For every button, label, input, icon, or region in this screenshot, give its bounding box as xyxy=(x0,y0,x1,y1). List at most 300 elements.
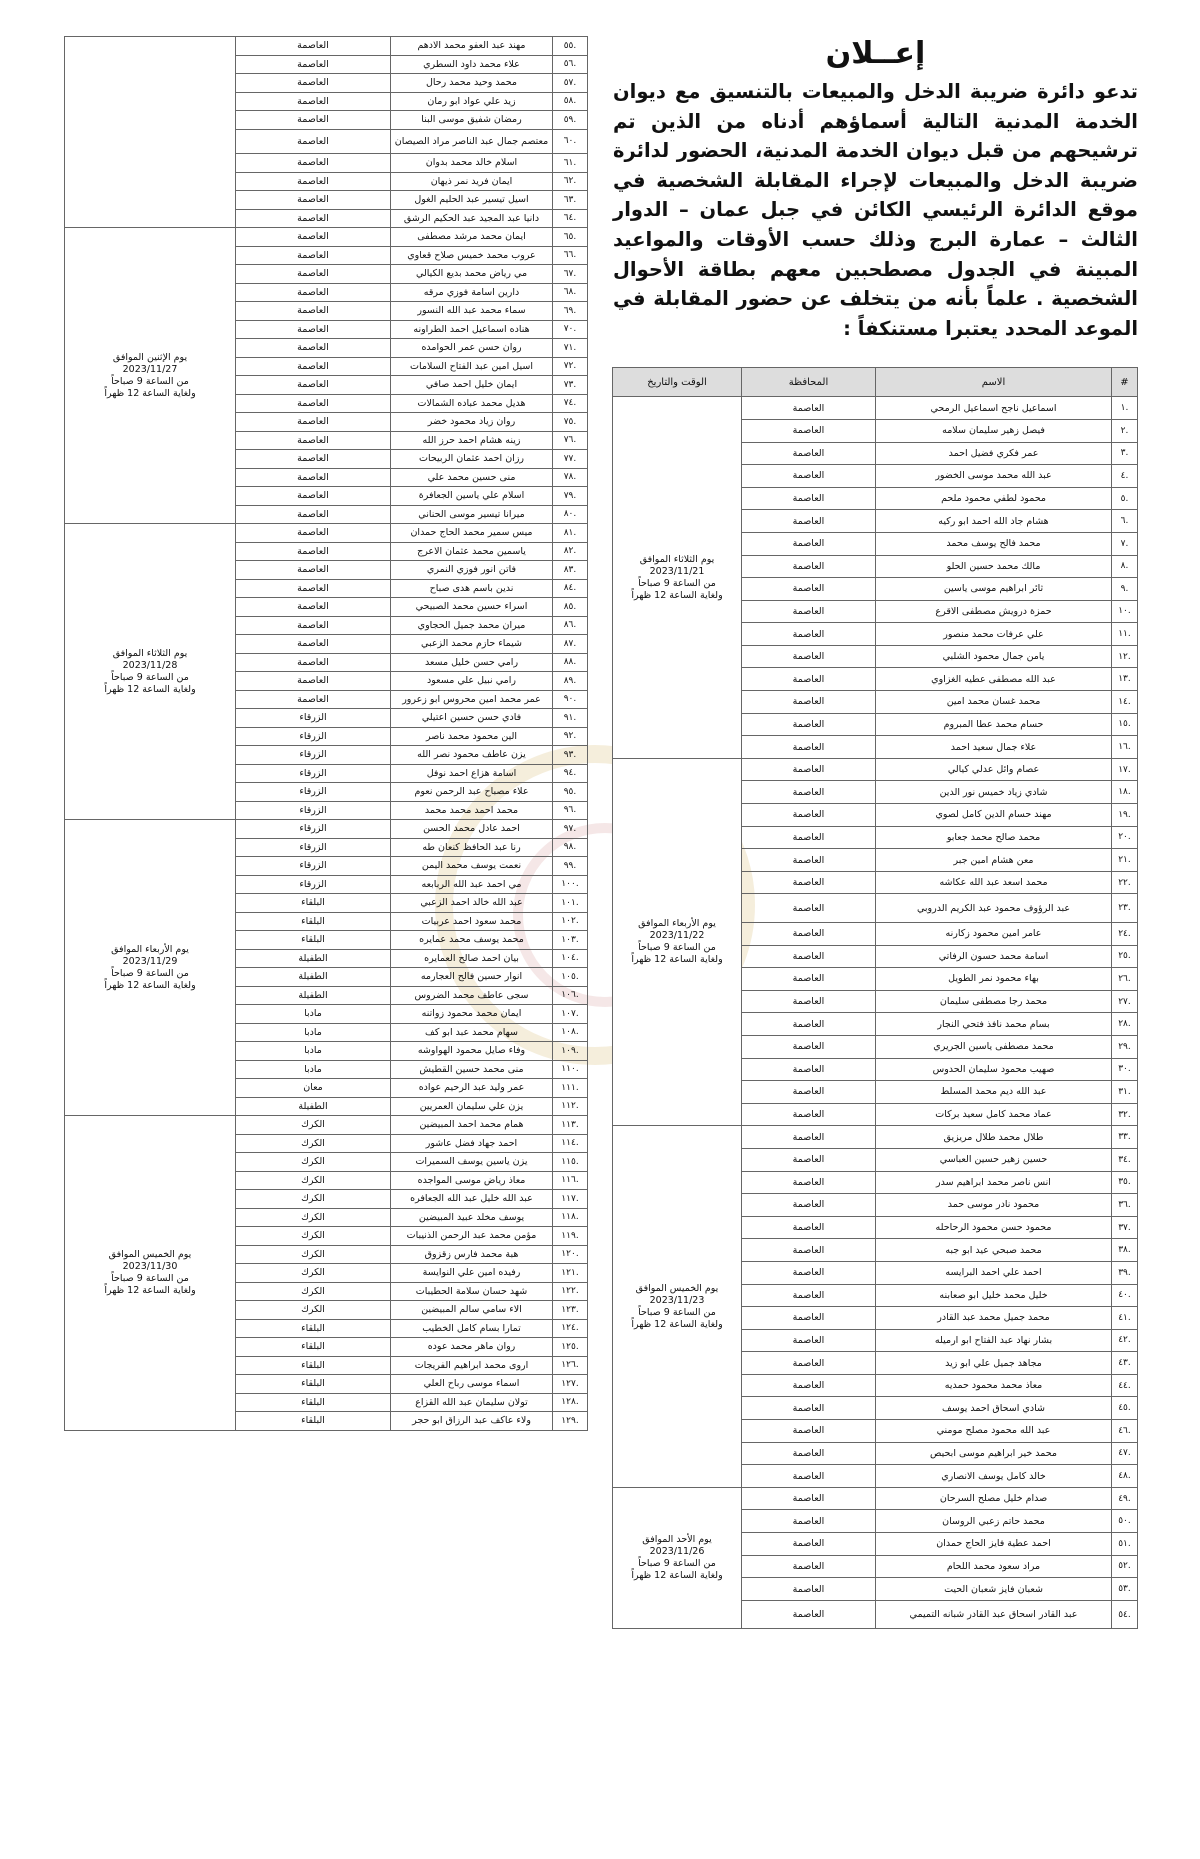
candidate-name: فيصل زهير سليمان سلامه xyxy=(876,419,1112,442)
row-number: ٥٢. xyxy=(1112,1555,1138,1578)
governorate: العاصمة xyxy=(236,55,391,74)
governorate: العاصمة xyxy=(236,92,391,111)
governorate: الكرك xyxy=(236,1245,391,1264)
interview-datetime xyxy=(613,1487,742,1629)
candidate-name: دارين اسامة فوزي مرقه xyxy=(391,283,553,302)
interview-datetime xyxy=(613,397,742,759)
governorate: العاصمة xyxy=(742,532,876,555)
candidate-name: يزن عاطف محمود نصر الله xyxy=(391,746,553,765)
row-number: ١٢٦. xyxy=(553,1356,588,1375)
row-number: ١٠٨. xyxy=(553,1023,588,1042)
candidate-name: صدام خليل مصلح السرحان xyxy=(876,1487,1112,1510)
interview-datetime xyxy=(65,524,236,820)
candidate-name: ميس سمير محمد الحاج حمدان xyxy=(391,524,553,543)
governorate: العاصمة xyxy=(236,542,391,561)
candidate-name: عصام وائل عدلي كيالي xyxy=(876,758,1112,781)
governorate: العاصمة xyxy=(742,849,876,872)
governorate: العاصمة xyxy=(742,1126,876,1149)
candidate-name: زينه هشام احمد حرز الله xyxy=(391,431,553,450)
row-number: ١٢٨. xyxy=(553,1393,588,1412)
governorate: الكرك xyxy=(236,1171,391,1190)
governorate: العاصمة xyxy=(742,578,876,601)
governorate: الطفيلة xyxy=(236,968,391,987)
datetime-line: يوم الثلاثاء الموافق xyxy=(639,553,715,565)
governorate: الطفيلة xyxy=(236,949,391,968)
candidates-table-left xyxy=(64,36,588,1431)
governorate: العاصمة xyxy=(236,487,391,506)
candidate-name: انس ناصر محمد ابراهيم سدر xyxy=(876,1171,1112,1194)
candidate-name: عبد الله مصطفى عطيه الغزاوي xyxy=(876,668,1112,691)
governorate: العاصمة xyxy=(742,1352,876,1375)
governorate: العاصمة xyxy=(236,579,391,598)
row-number: ٦. xyxy=(1112,510,1138,533)
datetime-line: يوم الخميس الموافق xyxy=(108,1248,192,1260)
row-number: ١٢. xyxy=(1112,645,1138,668)
candidate-name: عماد محمد كامل سعيد بركات xyxy=(876,1103,1112,1126)
governorate: العاصمة xyxy=(236,320,391,339)
interview-datetime xyxy=(65,37,236,228)
table-row xyxy=(613,758,1138,781)
candidate-name: اسماعيل ناجح اسماعيل الرمحي xyxy=(876,397,1112,420)
governorate: البلقاء xyxy=(236,894,391,913)
row-number: ١٠٦. xyxy=(553,986,588,1005)
row-number: ٤٤. xyxy=(1112,1374,1138,1397)
candidate-name: محمود نادر موسى حمد xyxy=(876,1194,1112,1217)
row-number: ٨٤. xyxy=(553,579,588,598)
row-number: ٩٤. xyxy=(553,764,588,783)
candidate-name: عامر امين محمود زكارنه xyxy=(876,923,1112,946)
governorate: العاصمة xyxy=(742,894,876,923)
governorate: العاصمة xyxy=(742,871,876,894)
candidate-name: علي عرفات محمد منصور xyxy=(876,623,1112,646)
candidate-name: يزن علي سليمان العمريين xyxy=(391,1097,553,1116)
candidate-name: هبة محمد فارس زقزوق xyxy=(391,1245,553,1264)
candidate-name: نعمت يوسف محمد اليمن xyxy=(391,857,553,876)
candidate-name: محمد حاتم زعبي الروسان xyxy=(876,1510,1112,1533)
interview-datetime xyxy=(65,228,236,524)
candidate-name: وفاء صايل محمود الهواوشه xyxy=(391,1042,553,1061)
datetime-line: يوم الثلاثاء الموافق xyxy=(112,647,188,659)
governorate: العاصمة xyxy=(236,561,391,580)
row-number: ١١. xyxy=(1112,623,1138,646)
row-number: ٧٠. xyxy=(553,320,588,339)
row-number: ٦٨. xyxy=(553,283,588,302)
candidate-name: همام محمد احمد المبيضين xyxy=(391,1116,553,1135)
governorate: العاصمة xyxy=(742,1307,876,1330)
datetime-line: من الساعة 9 صباحاً xyxy=(111,1272,189,1284)
table-row xyxy=(65,820,588,839)
candidate-name: محمد صبحي عيد ابو جبه xyxy=(876,1239,1112,1262)
governorate: العاصمة xyxy=(236,413,391,432)
row-number: ٢٢. xyxy=(1112,871,1138,894)
candidate-name: مي رياض محمد بديع الكيالي xyxy=(391,265,553,284)
governorate: العاصمة xyxy=(236,635,391,654)
candidate-name: عبد الله محمد موسى الخضور xyxy=(876,465,1112,488)
governorate: العاصمة xyxy=(742,990,876,1013)
row-number: ٥٩. xyxy=(553,111,588,130)
candidate-name: ايمان محمد محمود زواتنه xyxy=(391,1005,553,1024)
datetime-line: من الساعة 9 صباحاً xyxy=(638,577,716,589)
row-number: ٢٩. xyxy=(1112,1035,1138,1058)
row-number: ٧٦. xyxy=(553,431,588,450)
candidate-name: سهام محمد عبد ابو كف xyxy=(391,1023,553,1042)
candidate-name: طلال محمد طلال مريزيق xyxy=(876,1126,1112,1149)
row-number: ١١٠. xyxy=(553,1060,588,1079)
row-number: ٦٢. xyxy=(553,172,588,191)
governorate: العاصمة xyxy=(742,397,876,420)
row-number: ٢٨. xyxy=(1112,1013,1138,1036)
governorate: العاصمة xyxy=(742,1261,876,1284)
governorate: العاصمة xyxy=(742,1239,876,1262)
governorate: الكرك xyxy=(236,1264,391,1283)
governorate: العاصمة xyxy=(742,1284,876,1307)
governorate: العاصمة xyxy=(742,419,876,442)
candidate-name: محمد فالح يوسف محمد xyxy=(876,532,1112,555)
row-number: ١١٢. xyxy=(553,1097,588,1116)
datetime-line: من الساعة 9 صباحاً xyxy=(638,1558,716,1570)
candidate-name: حمزة درويش مصطفى الاقرع xyxy=(876,600,1112,623)
row-number: ١٠٥. xyxy=(553,968,588,987)
header-name: الاسم xyxy=(876,368,1112,397)
row-number: ٣٧. xyxy=(1112,1216,1138,1239)
row-number: ٨٦. xyxy=(553,616,588,635)
governorate: الزرقاء xyxy=(236,875,391,894)
row-number: ٧٨. xyxy=(553,468,588,487)
candidate-name: شعبان فايز شعبان الحيت xyxy=(876,1578,1112,1601)
row-number: ١٠١. xyxy=(553,894,588,913)
governorate: العاصمة xyxy=(742,1578,876,1601)
row-number: ١٢٢. xyxy=(553,1282,588,1301)
row-number: ٣. xyxy=(1112,442,1138,465)
candidate-name: يامن جمال محمود الشلبي xyxy=(876,645,1112,668)
governorate: العاصمة xyxy=(742,1171,876,1194)
row-number: ٧٢. xyxy=(553,357,588,376)
row-number: ٩٩. xyxy=(553,857,588,876)
row-number: ١١٦. xyxy=(553,1171,588,1190)
candidate-name: بسام محمد نافذ فتحي النجار xyxy=(876,1013,1112,1036)
row-number: ٣٨. xyxy=(1112,1239,1138,1262)
candidate-name: ثائر ابراهيم موسى ياسين xyxy=(876,578,1112,601)
governorate: العاصمة xyxy=(742,1329,876,1352)
row-number: ١٠٧. xyxy=(553,1005,588,1024)
candidate-name: سماء محمد عبد الله النسور xyxy=(391,302,553,321)
row-number: ٤٥. xyxy=(1112,1397,1138,1420)
header-num: # xyxy=(1112,368,1138,397)
candidate-name: محمود لطفي محمود ملحم xyxy=(876,487,1112,510)
candidate-name: مؤمن محمد عبد الرحمن الذنيبات xyxy=(391,1227,553,1246)
governorate: العاصمة xyxy=(236,524,391,543)
candidate-name: علاء محمد داود السطري xyxy=(391,55,553,74)
candidate-name: اسامة هزاع احمد نوفل xyxy=(391,764,553,783)
table-row xyxy=(613,1126,1138,1149)
candidate-name: ميرانا تيسير موسى الحناني xyxy=(391,505,553,524)
governorate: العاصمة xyxy=(742,736,876,759)
datetime-line: ولغاية الساعة 12 ظهراً xyxy=(104,683,196,695)
datetime-line: ولغاية الساعة 12 ظهراً xyxy=(631,589,723,601)
candidate-name: هديل محمد عباده الشمالات xyxy=(391,394,553,413)
candidate-name: احمد جهاد فضل عاشور xyxy=(391,1134,553,1153)
datetime-line: ولغاية الساعة 12 ظهراً xyxy=(631,954,723,966)
governorate: الزرقاء xyxy=(236,727,391,746)
governorate: العاصمة xyxy=(236,468,391,487)
header-governorate: المحافظة xyxy=(742,368,876,397)
candidate-name: علاء جمال سعيد احمد xyxy=(876,736,1112,759)
candidate-name: عمر فكري فضيل احمد xyxy=(876,442,1112,465)
governorate: العاصمة xyxy=(742,1058,876,1081)
announcement-title: إعــلان xyxy=(825,36,926,71)
governorate: العاصمة xyxy=(742,758,876,781)
candidate-name: تمارا بسام كامل الخطيب xyxy=(391,1319,553,1338)
governorate: البلقاء xyxy=(236,1412,391,1431)
table-row xyxy=(613,1487,1138,1510)
row-number: ٩١. xyxy=(553,709,588,728)
governorate: العاصمة xyxy=(236,505,391,524)
row-number: ٦٣. xyxy=(553,191,588,210)
row-number: ٧٧. xyxy=(553,450,588,469)
governorate: الكرك xyxy=(236,1208,391,1227)
row-number: ١٠٩. xyxy=(553,1042,588,1061)
row-number: ٧٤. xyxy=(553,394,588,413)
row-number: ٤٨. xyxy=(1112,1465,1138,1488)
datetime-line: 2023/11/28 xyxy=(122,659,178,671)
governorate: الكرك xyxy=(236,1301,391,1320)
governorate: معان xyxy=(236,1079,391,1098)
left-column xyxy=(65,36,588,1431)
candidate-name: احمد علي احمد البرايسه xyxy=(876,1261,1112,1284)
table-header-row xyxy=(613,368,1138,397)
row-number: ١٢٠. xyxy=(553,1245,588,1264)
row-number: ٤٣. xyxy=(1112,1352,1138,1375)
row-number: ٤٦. xyxy=(1112,1420,1138,1443)
candidate-name: زيد علي عواد ابو رمان xyxy=(391,92,553,111)
candidate-name: مراد سعود محمد اللحام xyxy=(876,1555,1112,1578)
candidate-name: محمد يوسف محمد عمايره xyxy=(391,931,553,950)
candidate-name: مجاهد جميل علي ابو زيد xyxy=(876,1352,1112,1375)
governorate: العاصمة xyxy=(236,302,391,321)
row-number: ٥٠. xyxy=(1112,1510,1138,1533)
row-number: ٧٩. xyxy=(553,487,588,506)
candidate-name: دانيا عبد المجيد عبد الحكيم الرشق xyxy=(391,209,553,228)
candidate-name: رنا عبد الحافظ كنعان طه xyxy=(391,838,553,857)
governorate: الكرك xyxy=(236,1190,391,1209)
row-number: ٥٥. xyxy=(553,37,588,56)
candidate-name: روان زياد محمود خضر xyxy=(391,413,553,432)
row-number: ٤٩. xyxy=(1112,1487,1138,1510)
candidate-name: رامي حسن خليل مسعد xyxy=(391,653,553,672)
governorate: العاصمة xyxy=(236,339,391,358)
governorate: الطفيلة xyxy=(236,986,391,1005)
governorate: العاصمة xyxy=(742,804,876,827)
governorate: البلقاء xyxy=(236,931,391,950)
table-row xyxy=(65,524,588,543)
candidate-name: شادي زياد خميس نور الدين xyxy=(876,781,1112,804)
candidate-name: محمد وحيد محمد رحال xyxy=(391,74,553,93)
row-number: ١١٨. xyxy=(553,1208,588,1227)
datetime-line: من الساعة 9 صباحاً xyxy=(638,1306,716,1318)
row-number: ٢٤. xyxy=(1112,923,1138,946)
datetime-line: 2023/11/23 xyxy=(649,1294,705,1306)
governorate: العاصمة xyxy=(742,442,876,465)
candidate-name: عبد الله خالد احمد الزعبي xyxy=(391,894,553,913)
governorate: العاصمة xyxy=(742,1013,876,1036)
candidate-name: معتصم جمال عبد الناصر مراد الصيصان xyxy=(391,129,553,154)
candidate-name: محمد رجا مصطفى سليمان xyxy=(876,990,1112,1013)
datetime-line: من الساعة 9 صباحاً xyxy=(111,967,189,979)
governorate: العاصمة xyxy=(236,111,391,130)
governorate: العاصمة xyxy=(236,74,391,93)
candidate-name: سجى عاطف محمد الضروس xyxy=(391,986,553,1005)
datetime-line: 2023/11/30 xyxy=(122,1260,178,1272)
row-number: ١٢٣. xyxy=(553,1301,588,1320)
row-number: ١٢١. xyxy=(553,1264,588,1283)
row-number: ١٢٥. xyxy=(553,1338,588,1357)
row-number: ١. xyxy=(1112,397,1138,420)
row-number: ٢١. xyxy=(1112,849,1138,872)
datetime-line: ولغاية الساعة 12 ظهراً xyxy=(104,979,196,991)
governorate: العاصمة xyxy=(742,1465,876,1488)
candidate-name: عروب محمد خميس صلاح قعاوي xyxy=(391,246,553,265)
governorate: العاصمة xyxy=(742,1442,876,1465)
row-number: ١٠٢. xyxy=(553,912,588,931)
row-number: ٨٠. xyxy=(553,505,588,524)
candidate-name: عبد الله خليل عبد الله الجعافره xyxy=(391,1190,553,1209)
governorate: العاصمة xyxy=(236,172,391,191)
governorate: العاصمة xyxy=(742,1216,876,1239)
governorate: العاصمة xyxy=(742,487,876,510)
datetime-line: يوم الإثنين الموافق xyxy=(112,351,188,363)
governorate: العاصمة xyxy=(236,672,391,691)
governorate: العاصمة xyxy=(236,616,391,635)
governorate: العاصمة xyxy=(236,129,391,154)
candidate-name: مهند حسام الدين كامل لصوي xyxy=(876,804,1112,827)
datetime-line: يوم الأحد الموافق xyxy=(642,1534,712,1546)
row-number: ١٠٣. xyxy=(553,931,588,950)
governorate: مادبا xyxy=(236,1042,391,1061)
governorate: البلقاء xyxy=(236,912,391,931)
candidate-name: شادي اسحاق احمد يوسف xyxy=(876,1397,1112,1420)
row-number: ٩. xyxy=(1112,578,1138,601)
candidate-name: شهد حسان سلامة الحطيبات xyxy=(391,1282,553,1301)
governorate: العاصمة xyxy=(742,645,876,668)
governorate: مادبا xyxy=(236,1005,391,1024)
governorate: العاصمة xyxy=(742,1081,876,1104)
governorate: البلقاء xyxy=(236,1393,391,1412)
row-number: ٦٠. xyxy=(553,129,588,154)
candidate-name: رفيده امين علي النوايسة xyxy=(391,1264,553,1283)
row-number: ٤. xyxy=(1112,465,1138,488)
candidate-name: صهيب محمود سليمان الحدوس xyxy=(876,1058,1112,1081)
governorate: العاصمة xyxy=(236,394,391,413)
governorate: العاصمة xyxy=(236,246,391,265)
candidate-name: محمد جميل محمد عبد القادر xyxy=(876,1307,1112,1330)
row-number: ١٠٤. xyxy=(553,949,588,968)
candidate-name: اسيل تيسير عبد الحليم الغول xyxy=(391,191,553,210)
candidate-name: ميران محمد جميل الحجاوي xyxy=(391,616,553,635)
row-number: ٥٨. xyxy=(553,92,588,111)
governorate: العاصمة xyxy=(236,450,391,469)
governorate: العاصمة xyxy=(742,1487,876,1510)
candidate-name: عمر وليد عبد الرحيم عواده xyxy=(391,1079,553,1098)
candidate-name: اسلام خالد محمد بدوان xyxy=(391,154,553,173)
row-number: ١١٩. xyxy=(553,1227,588,1246)
candidate-name: حسين زهير حسين العباسي xyxy=(876,1148,1112,1171)
row-number: ٦٧. xyxy=(553,265,588,284)
row-number: ١٢٤. xyxy=(553,1319,588,1338)
datetime-line: يوم الأربعاء الموافق xyxy=(638,918,716,930)
candidate-name: رامي نبيل علي مسعود xyxy=(391,672,553,691)
candidate-name: محمد احمد محمد محمد xyxy=(391,801,553,820)
governorate: العاصمة xyxy=(742,1103,876,1126)
governorate: العاصمة xyxy=(742,781,876,804)
governorate: العاصمة xyxy=(742,713,876,736)
governorate: مادبا xyxy=(236,1023,391,1042)
candidate-name: عبد القادر اسحاق عبد القادر شبانه التميمي xyxy=(876,1600,1112,1629)
candidate-name: اروى محمد ابراهيم الفريجات xyxy=(391,1356,553,1375)
row-number: ٧. xyxy=(1112,532,1138,555)
row-number: ١٨. xyxy=(1112,781,1138,804)
governorate: الزرقاء xyxy=(236,838,391,857)
datetime-line: ولغاية الساعة 12 ظهراً xyxy=(104,387,196,399)
candidate-name: ايمان خليل احمد صافي xyxy=(391,376,553,395)
governorate: العاصمة xyxy=(236,653,391,672)
row-number: ٨. xyxy=(1112,555,1138,578)
candidate-name: فادي حسن حسين اعتيلي xyxy=(391,709,553,728)
row-number: ٣١. xyxy=(1112,1081,1138,1104)
candidate-name: ولاء عاكف عبد الرزاق ابو حجر xyxy=(391,1412,553,1431)
governorate: العاصمة xyxy=(742,1420,876,1443)
candidate-name: خالد كامل يوسف الانصاري xyxy=(876,1465,1112,1488)
candidate-name: هناده اسماعيل احمد الطراونه xyxy=(391,320,553,339)
row-number: ٢. xyxy=(1112,419,1138,442)
governorate: العاصمة xyxy=(742,668,876,691)
candidate-name: بيان احمد صالح العمايره xyxy=(391,949,553,968)
governorate: العاصمة xyxy=(742,923,876,946)
row-number: ٥٦. xyxy=(553,55,588,74)
row-number: ١١١. xyxy=(553,1079,588,1098)
candidate-name: ندين باسم هدى صباح xyxy=(391,579,553,598)
candidate-name: محمد خير ابراهيم موسى ابحيص xyxy=(876,1442,1112,1465)
row-number: ٣٦. xyxy=(1112,1194,1138,1217)
row-number: ٨٥. xyxy=(553,598,588,617)
candidate-name: روان حسن عمر الحوامده xyxy=(391,339,553,358)
candidate-name: محمد مصطفى ياسين الجريري xyxy=(876,1035,1112,1058)
datetime-line: من الساعة 9 صباحاً xyxy=(111,375,189,387)
candidate-name: ايمان فريد نمر ذيهان xyxy=(391,172,553,191)
row-number: ١١٧. xyxy=(553,1190,588,1209)
row-number: ٣٥. xyxy=(1112,1171,1138,1194)
candidate-name: مالك محمد حسين الحلو xyxy=(876,555,1112,578)
governorate: العاصمة xyxy=(742,826,876,849)
interview-datetime xyxy=(65,1116,236,1431)
datetime-line: ولغاية الساعة 12 ظهراً xyxy=(631,1570,723,1582)
candidate-name: محمد غسان محمد امين xyxy=(876,691,1112,714)
table-row xyxy=(65,1116,588,1135)
candidate-name: انوار حسين فالح العجارمه xyxy=(391,968,553,987)
row-number: ٦٩. xyxy=(553,302,588,321)
row-number: ١١٥. xyxy=(553,1153,588,1172)
table-row xyxy=(65,228,588,247)
candidate-name: عمر محمد امين محروس ابو زعرور xyxy=(391,690,553,709)
row-number: ٣٠. xyxy=(1112,1058,1138,1081)
governorate: الزرقاء xyxy=(236,709,391,728)
row-number: ٢٧. xyxy=(1112,990,1138,1013)
datetime-line: ولغاية الساعة 12 ظهراً xyxy=(631,1318,723,1330)
candidate-name: رمضان شفيق موسى البنا xyxy=(391,111,553,130)
candidate-name: محمد اسعد عبد الله عكاشه xyxy=(876,871,1112,894)
row-number: ٩٧. xyxy=(553,820,588,839)
governorate: البلقاء xyxy=(236,1356,391,1375)
governorate: العاصمة xyxy=(236,265,391,284)
